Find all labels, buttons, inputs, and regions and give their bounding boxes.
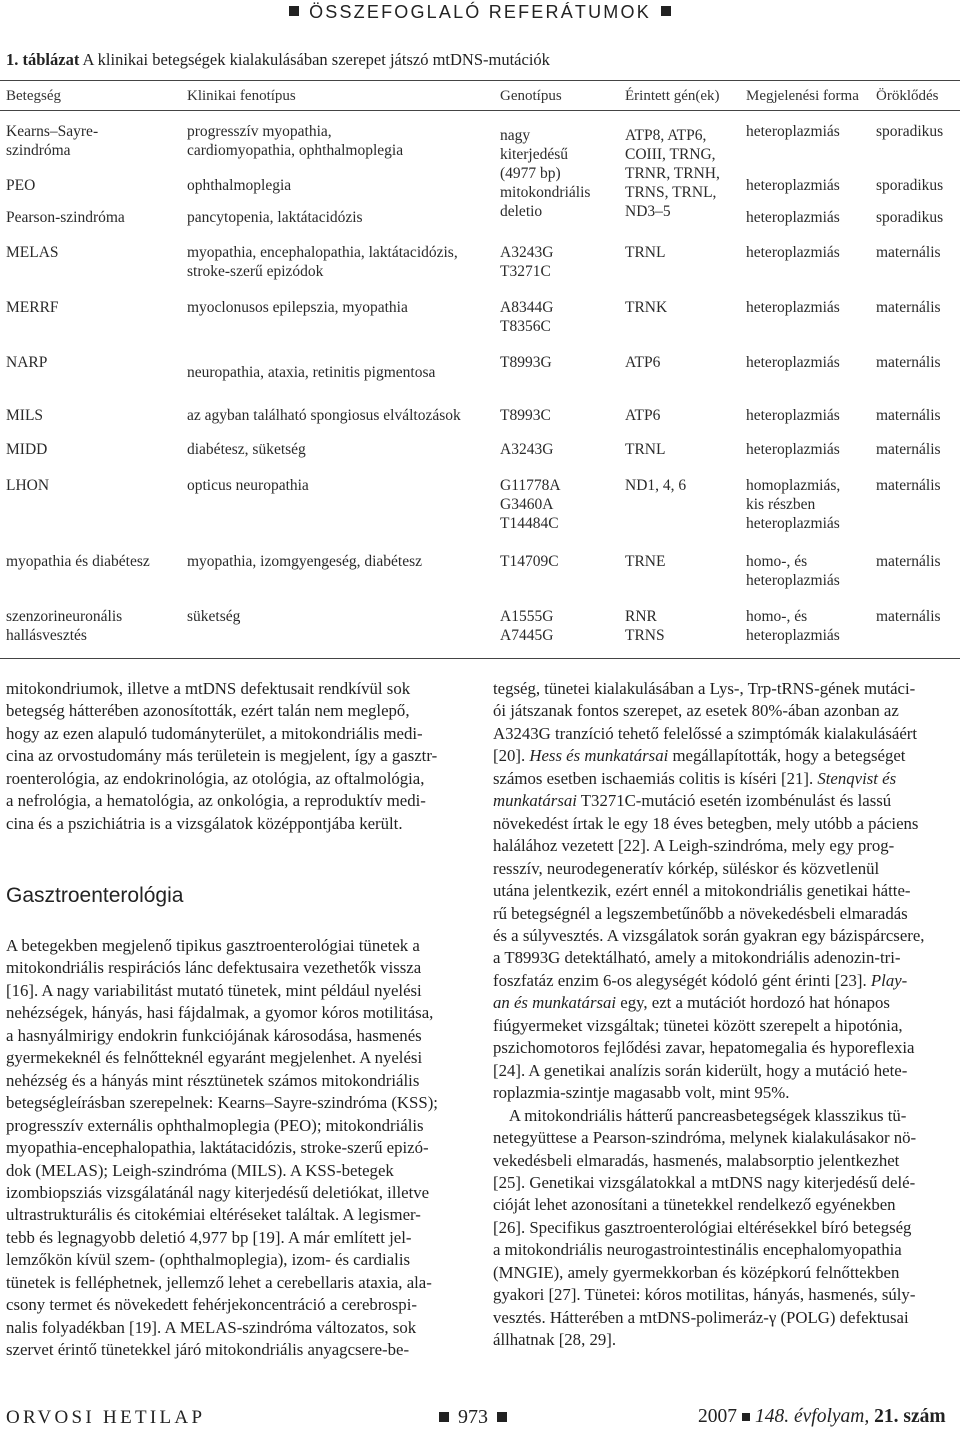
table-cell: maternális [876, 299, 941, 316]
table-top-rule [0, 80, 960, 81]
table-cell: progresszív myopathia, cardiomyopathia, ophthalmoplegia [187, 123, 404, 159]
section-title: ÖSSZEFOGLALÓ REFERÁTUMOK [309, 2, 651, 22]
table-cell: ophthalmoplegia [187, 177, 292, 194]
table-cell: PEO [6, 177, 36, 194]
table-cell: TRNL [625, 244, 666, 261]
table-cell: A8344G T8356C [500, 299, 554, 335]
col-header-disease: Betegség [6, 88, 61, 104]
volume: 148. évfolyam, [755, 1406, 870, 1427]
table-bottom-rule [0, 658, 960, 659]
table-cell: myoclonusos epilepszia, myopathia [187, 299, 408, 316]
square-bullet-icon [742, 1413, 750, 1421]
table-cell: TRNK [625, 299, 668, 316]
col-header-gene: Érintett gén(ek) [625, 88, 720, 104]
table-caption [6, 50, 550, 70]
table-cell: T8993C [500, 407, 551, 424]
col-header-genotype: Genotípus [500, 88, 562, 104]
table-cell: homo-, és heteroplazmiás [746, 608, 840, 644]
table-cell: szenzorineuronális hallásvesztés [6, 608, 123, 644]
table-title: A klinikai betegségek kialakulásában szerepet játszó mtDNS-mutációk [79, 50, 550, 69]
table-cell: süketség [187, 608, 241, 625]
table-cell: maternális [876, 608, 941, 625]
table-cell: diabétesz, süketség [187, 441, 306, 458]
paragraph-gastro: A betegekben megjelenő tipikus gasztroenterológiai tünetek a mitokondriális respirációs lánc defektusaira vezethetők vissza [16]. A nagy variabilitást mutató tünetek, mint például nyelési nehézségek, hányás, hasi fájdalmak, a gyomor kóros motilitása, a hasnyálmirigy endokrin funkciójának károsodása, hasmenés gyermekeknél és felnőtteknél egyaránt megjelenhet. A nyelési nehézség és a hányás mint résztünetek számos mitokondriális betegségleírásban szerepelnek: Kearns–Sayre-szindróma (KSS); progresszív externális ophthalmoplegia (PEO); mitokondriális myopathia-encephalopathia, laktátacidózis, stroke-szerű epizó- dok (MELAS); Leigh-szindróma (MILS). A KSS-betegek izombiopsziás vizsgálatánál nagy kiterjedésű deletiókat, illetve ultrastrukturális és citokémiai eltéréseket találtak. A legismer- tebb és legnagyobb deletió 4,977 bp [19]. A már említett jel- lemzőkön kívül szem- (ophthalmoplegia), izom- és cardialis tünetek is felléphetnek, jellemző lehet a cerebellaris ataxia, ala- csony termet és növekedett fehérjekoncentráció a cerebrospi- nalis folyadékban [19]. A MELAS-szindróma változatos, sok szervet érintő tünetekkel járó mitokondriális anyagcsere-be- [6, 936, 438, 1360]
table-cell: maternális [876, 553, 941, 570]
paragraph-intro: mitokondriumok, illetve a mtDNS defektusait rendkívül sok betegség hátterében azonosították, ezért talán nem meglepő, hogy az ezen alapuló tudományterület, a mitokondriális medi- cina az orvostudomány más területein is megjelent, így a gasztr- roenterológia, az endokrinológia, az otológia, az oftalmológia, a nefrológia, a hematológia, az onkológia, a reproduktív medi- cina és a pszichiátria is a vizsgálatok középpontjába került. [6, 679, 438, 833]
table-cell: nagy kiterjedésű (4977 bp) mitokondriális deletio [500, 127, 591, 220]
table-cell: ATP6 [625, 407, 661, 424]
issue-info [698, 1406, 946, 1428]
table-cell: maternális [876, 441, 941, 458]
table-cell: heteroplazmiás [746, 354, 840, 371]
table-cell: MIDD [6, 441, 48, 458]
table-cell: TRNE [625, 553, 666, 570]
paragraph-right: tegség, tünetei kialakulásában a Lys-, Trp-tRNS-gének mutáci- ói játszanak fontos szerepet, az esetek 80%-ában azonban az A3243G tranzíció tehető felelőssé a szimptómák kialakulásáért [20]. Hess és munkatársai megállapították, hogy a betegséget számos esetben ischaemiás colitis is kíséri [21]. Stenqvist és munkatársai T3271C-mutáció esetén izombénulást és lassú növekedést írtak le egy 18 éves betegben, mely utóbb a páciens halálához vezetett [22]. A Leigh-szindróma, mely egy prog- resszív, neurodegeneratív kórkép, süléskor és közvetlenül utána jelentkezik, ezért ennél a mitokondriális genetikai hátte- rű betegségnél a legszembetűnőbb a növekedésbeli elmaradás és a súlyvesztés. A vizsgálatok során gyakran egy bázispárcsere, a T8993G detektálható, amely a mitokondriális adenozin-tri- foszfatáz enzim 6-os alegységét kódoló gént érinti [23]. Play- an és munkatársai egy, ezt a mutációt hordozó hat hónapos fiúgyermeket vizsgáltak; tünetei között szerepelt a hipotónia, pszichomotoros fejlődési zavar, hepatomegalia és hyporeflexia [24]. A genetikai analízis során kiderült, hogy a mutáció hete- roplazmia-szintje magasabb volt, mint 95%. A mitokondriális hátterű pancreasbetegségek klasszikus tü- netegyüttese a Pearson-szindróma, melynek kialakulásakor nö- vekedésbeli elmaradás, hasmenés, malabsorptio jelentkezhet [25]. Genetikai vizsgálatokkal a mtDNS nagy kiterjedésű delé- cióját lehet azonosítani a tünetekkel rendelkező egyénekben [26]. Specifikus gasztroenterológiai eltérésekkel bíró betegség a mitokondriális neurogastrointestinális encephalomyopathia (MNGIE), amely gyermekkorban és középkorú felnőttekben gyakori [27]. Tünetei: kóros motilitas, hányás, hasmenés, súly- vesztés. Hátterében a mtDNS-polimeráz-γ (POLG) defektusai állhatnak [28, 29]. [493, 679, 925, 1350]
issue: 21. szám [874, 1406, 946, 1427]
col-header-phenotype: Klinikai fenotípus [187, 88, 296, 104]
table-cell: TRNL [625, 441, 666, 458]
table-cell: MERRF [6, 299, 59, 316]
table-cell: maternális [876, 407, 941, 424]
table-cell: MILS [6, 407, 44, 424]
col-header-inheritance: Öröklődés [876, 88, 939, 104]
table-cell: sporadikus [876, 209, 944, 226]
table-cell: Pearson-szindróma [6, 209, 125, 226]
table-cell: heteroplazmiás [746, 177, 840, 194]
table-cell: heteroplazmiás [746, 407, 840, 424]
table-cell: RNR TRNS [625, 608, 665, 644]
table-cell: Kearns–Sayre- szindróma [6, 123, 99, 159]
journal-name: ORVOSI HETILAP [6, 1407, 206, 1428]
table-cell: heteroplazmiás [746, 299, 840, 316]
table-cell: ATP8, ATP6, COIII, TRNG, TRNR, TRNH, TRNS, TRNL, ND3–5 [625, 127, 720, 220]
table-cell: homo-, és heteroplazmiás [746, 553, 840, 589]
table-cell: homoplazmiás, kis részben heteroplazmiás [746, 477, 841, 532]
col-header-form: Megjelenési forma [746, 88, 859, 104]
table-cell: heteroplazmiás [746, 123, 840, 140]
year: 2007 [698, 1406, 737, 1427]
table-cell: myopathia és diabétesz [6, 553, 150, 570]
table-cell: A1555G A7445G [500, 608, 554, 644]
table-cell: maternális [876, 244, 941, 261]
table-cell: heteroplazmiás [746, 441, 840, 458]
square-bullet-icon [497, 1412, 507, 1422]
page-number: 973 [458, 1406, 488, 1428]
table-cell: myopathia, izomgyengeség, diabétesz [187, 553, 423, 570]
table-cell: MELAS [6, 244, 59, 261]
square-bullet-icon [661, 6, 671, 16]
table-cell: sporadikus [876, 123, 944, 140]
table-cell: ND1, 4, 6 [625, 477, 687, 494]
table-cell: maternális [876, 477, 941, 494]
table-cell: LHON [6, 477, 50, 494]
table-cell: ATP6 [625, 354, 661, 371]
square-bullet-icon [439, 1412, 449, 1422]
table-number: 1. táblázat [6, 50, 80, 69]
table-cell: G11778A G3460A T14484C [500, 477, 561, 532]
table-cell: T8993G [500, 354, 552, 371]
square-bullet-icon [289, 6, 299, 16]
table-cell: heteroplazmiás [746, 244, 840, 261]
table-cell: T14709C [500, 553, 559, 570]
section-header [260, 2, 700, 23]
table-cell: NARP [6, 354, 48, 371]
table-cell: maternális [876, 354, 941, 371]
table-cell: az agyban található spongiosus elváltozások [187, 407, 461, 424]
table-cell: opticus neuropathia [187, 477, 309, 494]
table-header-rule [0, 110, 960, 111]
table-cell: myopathia, encephalopathia, laktátacidózis, stroke-szerű epizódok [187, 244, 458, 280]
page-number-block [430, 1406, 516, 1429]
section-heading: Gasztroenterológia [6, 884, 184, 907]
table-cell: pancytopenia, laktátacidózis [187, 209, 363, 226]
table-cell: heteroplazmiás [746, 209, 840, 226]
table-cell: A3243G [500, 441, 554, 458]
table-cell: A3243G T3271C [500, 244, 554, 280]
table-cell: neuropathia, ataxia, retinitis pigmentosa [187, 364, 436, 381]
table-cell: sporadikus [876, 177, 944, 194]
